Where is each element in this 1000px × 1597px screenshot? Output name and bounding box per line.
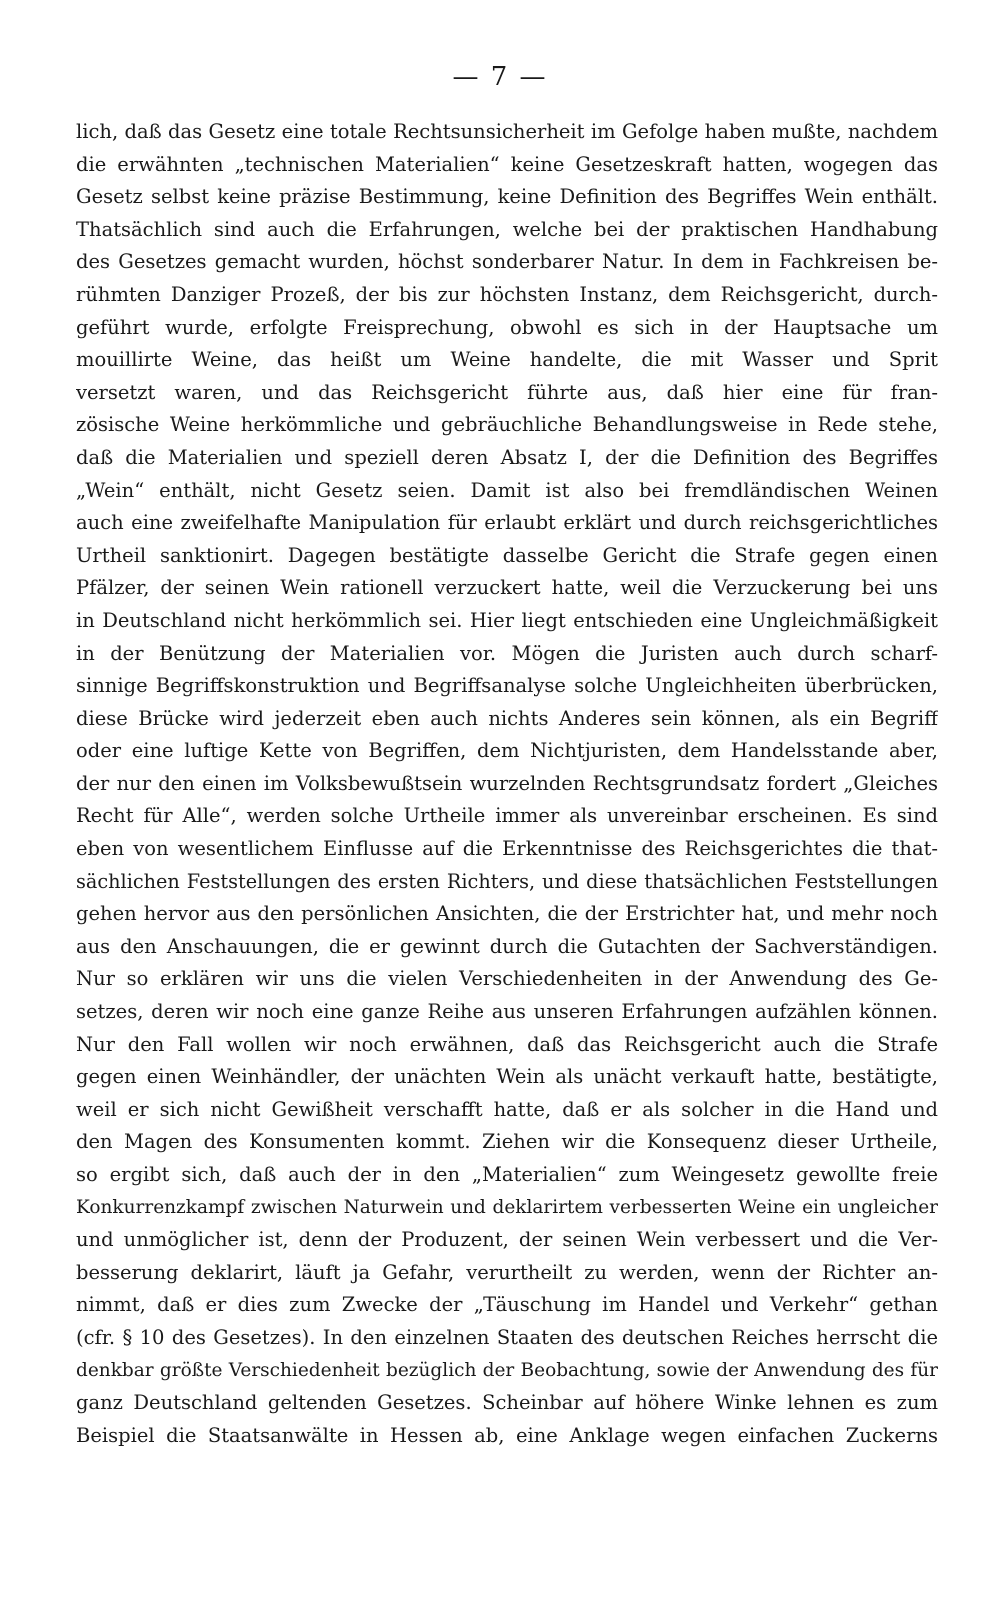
text-line: des Gesetzes gemacht wurden, höchst sonderbarer Natur. In dem in Fachkreisen be- bbox=[76, 250, 938, 274]
text-line: und unmöglicher ist, denn der Produzent, der seinen Wein verbessert und die Ver- bbox=[76, 1228, 938, 1252]
text-line: setzes, deren wir noch eine ganze Reihe aus unseren Erfahrungen aufzählen können. bbox=[76, 1000, 938, 1024]
text-line: Gesetz selbst keine präzise Bestimmung, keine Definition des Begriffes Wein enthält. bbox=[76, 185, 938, 209]
text-line: Thatsächlich sind auch die Erfahrungen, welche bei der praktischen Handhabung bbox=[76, 217, 938, 241]
text-line: zösische Weine herkömmliche und gebräuchliche Behandlungsweise in Rede stehe, bbox=[76, 413, 938, 437]
text-line: denkbar größte Verschiedenheit bezüglich der Beobachtung, sowie der Anwendung des für bbox=[76, 1359, 938, 1381]
text-line: lich, daß das Gesetz eine totale Rechtsunsicherheit im Gefolge haben mußte, nachdem bbox=[76, 120, 938, 143]
text-line: den Magen des Konsumenten kommt. Ziehen wir die Konsequenz dieser Urtheile, bbox=[76, 1130, 938, 1154]
text-line: Konkurrenzkampf zwischen Naturwein und deklarirtem verbesserten Weine ein ungleicher bbox=[76, 1196, 938, 1218]
text-line: Pfälzer, der seinen Wein rationell verzuckert hatte, weil die Verzuckerung bei uns bbox=[76, 576, 938, 600]
text-line: sächlichen Feststellungen des ersten Richters, und diese thatsächlichen Feststellungen bbox=[76, 869, 938, 893]
text-line: aus den Anschauungen, die er gewinnt durch die Gutachten der Sachverständigen. bbox=[76, 934, 938, 958]
page-number: — 7 — bbox=[452, 62, 548, 92]
text-line: der nur den einen im Volksbewußtsein wurzelnden Rechtsgrundsatz fordert „Gleiches bbox=[76, 771, 938, 795]
text-line: (cfr. § 10 des Gesetzes). In den einzelnen Staaten des deutschen Reiches herrscht die bbox=[76, 1325, 938, 1349]
text-line: in der Benützung der Materialien vor. Mögen die Juristen auch durch scharf- bbox=[76, 641, 938, 665]
text-line: daß die Materialien und speziell deren Absatz I, der die Definition des Begriffes bbox=[76, 445, 938, 469]
text-line: nimmt, daß er dies zum Zwecke der „Täuschung im Handel und Verkehr“ gethan bbox=[76, 1293, 938, 1317]
text-line: sinnige Begriffskonstruktion und Begriffsanalyse solche Ungleichheiten überbrücken, bbox=[76, 674, 938, 698]
text-line: gehen hervor aus den persönlichen Ansichten, die der Erstrichter hat, und mehr noch bbox=[76, 902, 938, 926]
text-line: Nur so erklären wir uns die vielen Verschiedenheiten in der Anwendung des Ge- bbox=[76, 967, 938, 991]
text-line: weil er sich nicht Gewißheit verschafft hatte, daß er als solcher in die Hand und bbox=[76, 1097, 938, 1121]
text-line: Beispiel die Staatsanwälte in Hessen ab, eine Anklage wegen einfachen Zuckerns bbox=[76, 1423, 938, 1447]
text-line: Nur den Fall wollen wir noch erwähnen, daß das Reichsgericht auch die Strafe bbox=[76, 1032, 938, 1056]
text-line: besserung deklarirt, läuft ja Gefahr, verurtheilt zu werden, wenn der Richter an- bbox=[76, 1260, 938, 1284]
text-line: ganz Deutschland geltenden Gesetzes. Scheinbar auf höhere Winke lehnen es zum bbox=[76, 1391, 938, 1415]
text-line: gegen einen Weinhändler, der unächten Wein als unächt verkauft hatte, bestätigte, bbox=[76, 1065, 938, 1089]
text-line: Urtheil sanktionirt. Dagegen bestätigte dasselbe Gericht die Strafe gegen einen bbox=[76, 543, 938, 567]
text-line: versetzt waren, und das Reichsgericht führte aus, daß hier eine für fran- bbox=[76, 380, 938, 404]
body-text bbox=[76, 116, 938, 1452]
text-line: eben von wesentlichem Einflusse auf die Erkenntnisse des Reichsgerichtes die that- bbox=[76, 837, 938, 861]
text-line: oder eine luftige Kette von Begriffen, dem Nichtjuristen, dem Handelsstande aber, bbox=[76, 739, 938, 763]
text-line: rühmten Danziger Prozeß, der bis zur höchsten Instanz, dem Reichsgericht, durch- bbox=[76, 282, 938, 306]
text-line: in Deutschland nicht herkömmlich sei. Hier liegt entschieden eine Ungleichmäßigkeit bbox=[76, 608, 938, 632]
text-line: auch eine zweifelhafte Manipulation für erlaubt erklärt und durch reichsgerichtliches bbox=[76, 511, 938, 535]
text-line: geführt wurde, erfolgte Freisprechung, obwohl es sich in der Hauptsache um bbox=[76, 315, 938, 339]
text-line: „Wein“ enthält, nicht Gesetz seien. Damit ist also bei fremdländischen Weinen bbox=[76, 478, 938, 502]
text-line: diese Brücke wird jederzeit eben auch nichts Anderes sein können, als ein Begriff bbox=[76, 706, 938, 730]
text-line: die erwähnten „technischen Materialien“ keine Gesetzeskraft hatten, wogegen das bbox=[76, 152, 938, 176]
text-line: mouillirte Weine, das heißt um Weine handelte, die mit Wasser und Sprit bbox=[76, 348, 938, 372]
text-line: Recht für Alle“, werden solche Urtheile immer als unvereinbar erscheinen. Es sind bbox=[76, 804, 938, 828]
text-line: so ergibt sich, daß auch der in den „Materialien“ zum Weingesetz gewollte freie bbox=[76, 1163, 938, 1186]
